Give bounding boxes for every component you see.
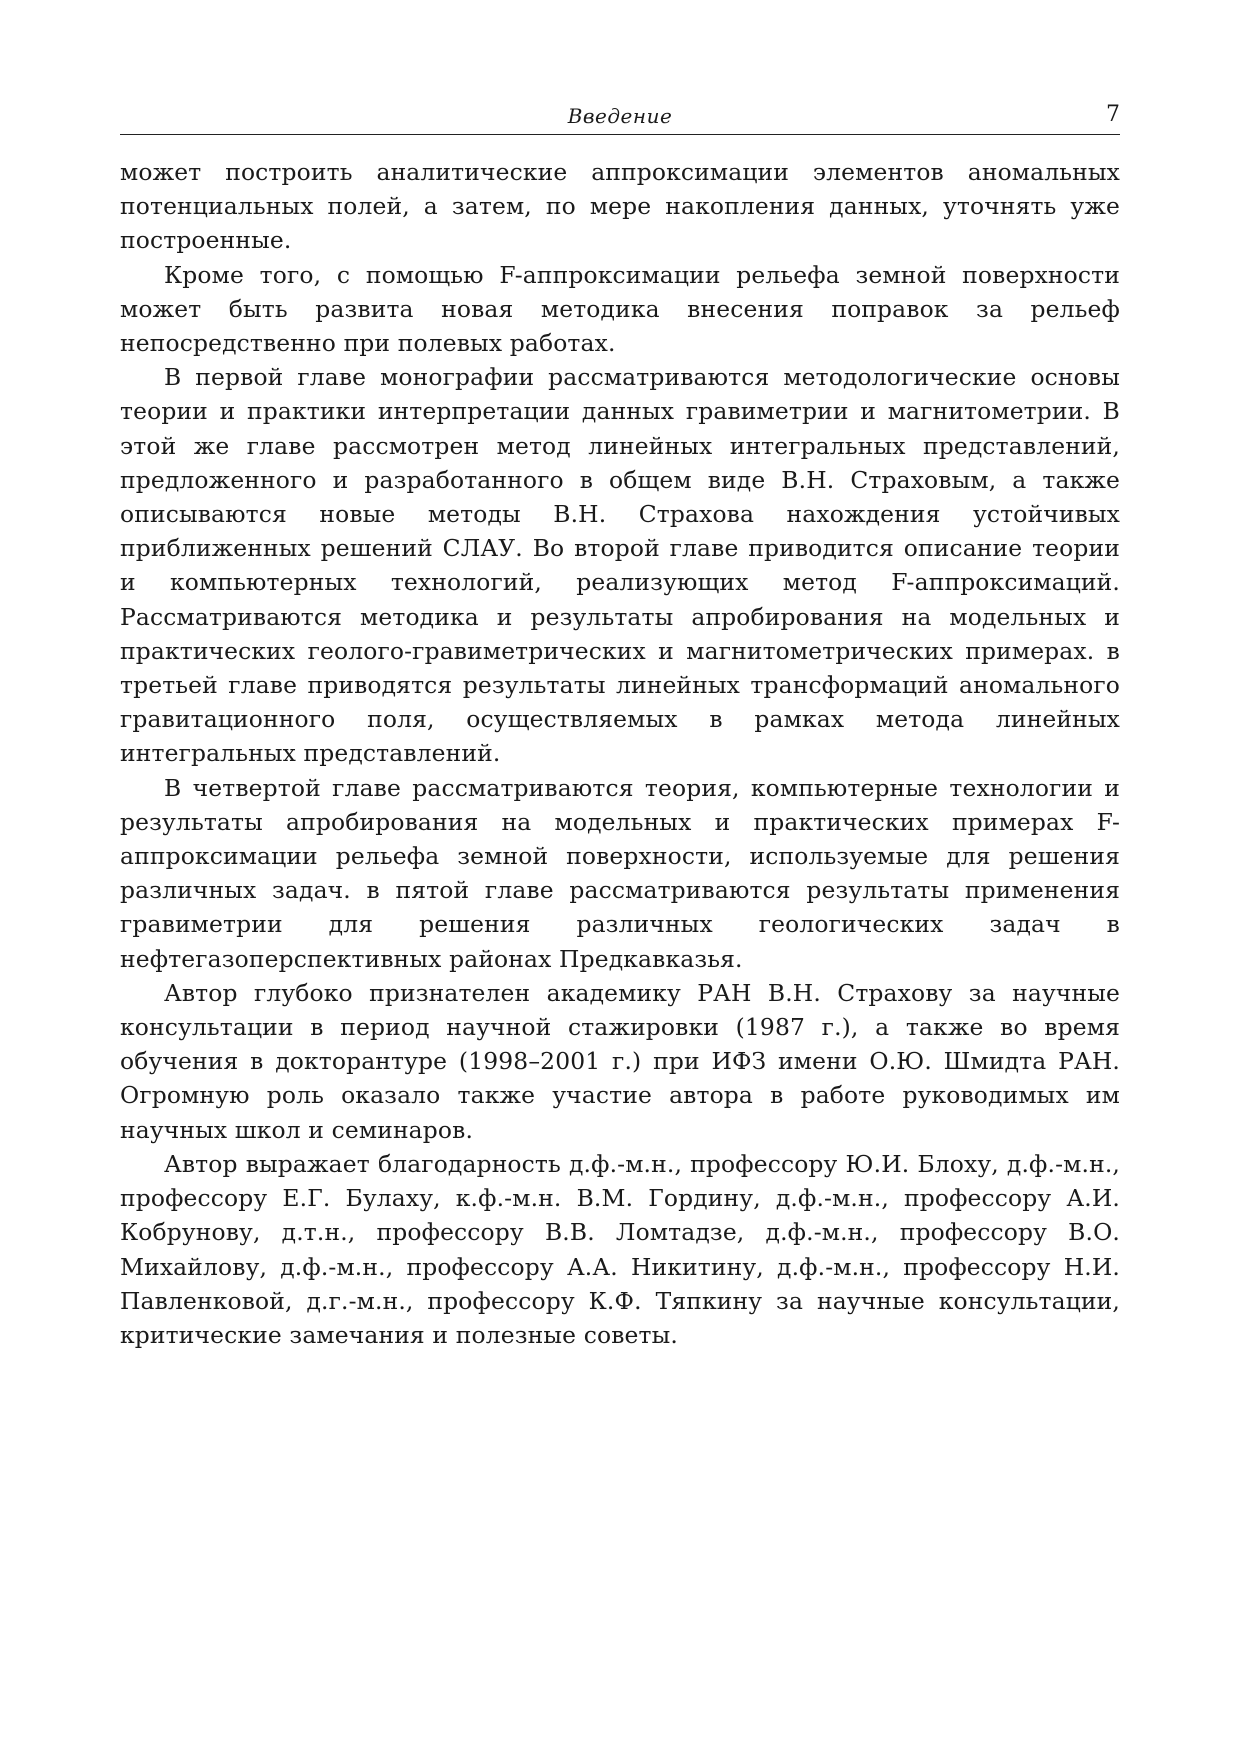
running-header: [120, 100, 1120, 135]
paragraph-chapters-overview: В первой главе монографии рассматриваются методологические основы теории и практики интерпретации данных гравиметрии и магнитометрии. В этой же главе рассмотрен метод линейных интегральных представлений, предложенного и разработанного в общем виде В.Н. Страховым, а также описываются новые методы В.Н. Страхова нахождения устойчивых приближенных решений СЛАУ. Во второй главе приводится описание теории и компьютерных технологий, реализующих метод F-аппроксимаций. Рассматриваются методика и результаты апробирования на модельных и практических геолого-гравиметрических и магнитометрических примерах. в третьей главе приводятся результаты линейных трансформаций аномального гравитационного поля, осуществляемых в рамках метода линейных интегральных представлений.: [120, 363, 1120, 768]
page-number: 7: [1106, 102, 1120, 127]
book-page: [120, 100, 1120, 1352]
paragraph-acknowledgement-colleagues: Автор выражает благодарность д.ф.-м.н., профессору Ю.И. Блоху, д.ф.-м.н., профессору Е.Г. Булаху, к.ф.-м.н. В.М. Гордину, д.ф.-м.н., профессору А.И. Кобрунову, д.т.н., профессору В.В. Ломтадзе, д.ф.-м.н., профессору В.О. Михайлову, д.ф.-м.н., профессору А.А. Никитину, д.ф.-м.н., профессору Н.И. Павленковой, д.г.-м.н., профессору К.Ф. Тяпкину за научные консультации, критические замечания и полезные советы.: [120, 1149, 1120, 1349]
body-text: [120, 155, 1120, 1352]
paragraph-chapters-4-5: В четвертой главе рассматриваются теория, компьютерные технологии и результаты апробирования на модельных и практических примерах F-аппроксимации рельефа земной поверхности, используемые для решения различных задач. в пятой главе рассматриваются результаты применения гравиметрии для решения различных геологических задач в нефтегазоперспективных районах Предкавказья.: [120, 773, 1120, 973]
running-title: Введение: [567, 104, 673, 128]
paragraph-acknowledgement-strakhov: Автор глубоко признателен академику РАН В.Н. Страхову за научные консультации в период научной стажировки (1987 г.), а также во время обучения в докторантуре (1998–2001 г.) при ИФЗ имени О.Ю. Шмидта РАН. Огромную роль оказало также участие автора в работе руководимых им научных школ и семинаров.: [120, 978, 1120, 1144]
paragraph-relief-correction: Кроме того, с помощью F-аппроксимации рельефа земной поверхности может быть развита новая методика внесения поправок за рельеф непосредственно при полевых работах.: [120, 260, 1120, 358]
paragraph-continuation: может построить аналитические аппроксимации элементов аномальных потенциальных полей, а затем, по мере накопления данных, уточнять уже построенные.: [120, 158, 1120, 255]
